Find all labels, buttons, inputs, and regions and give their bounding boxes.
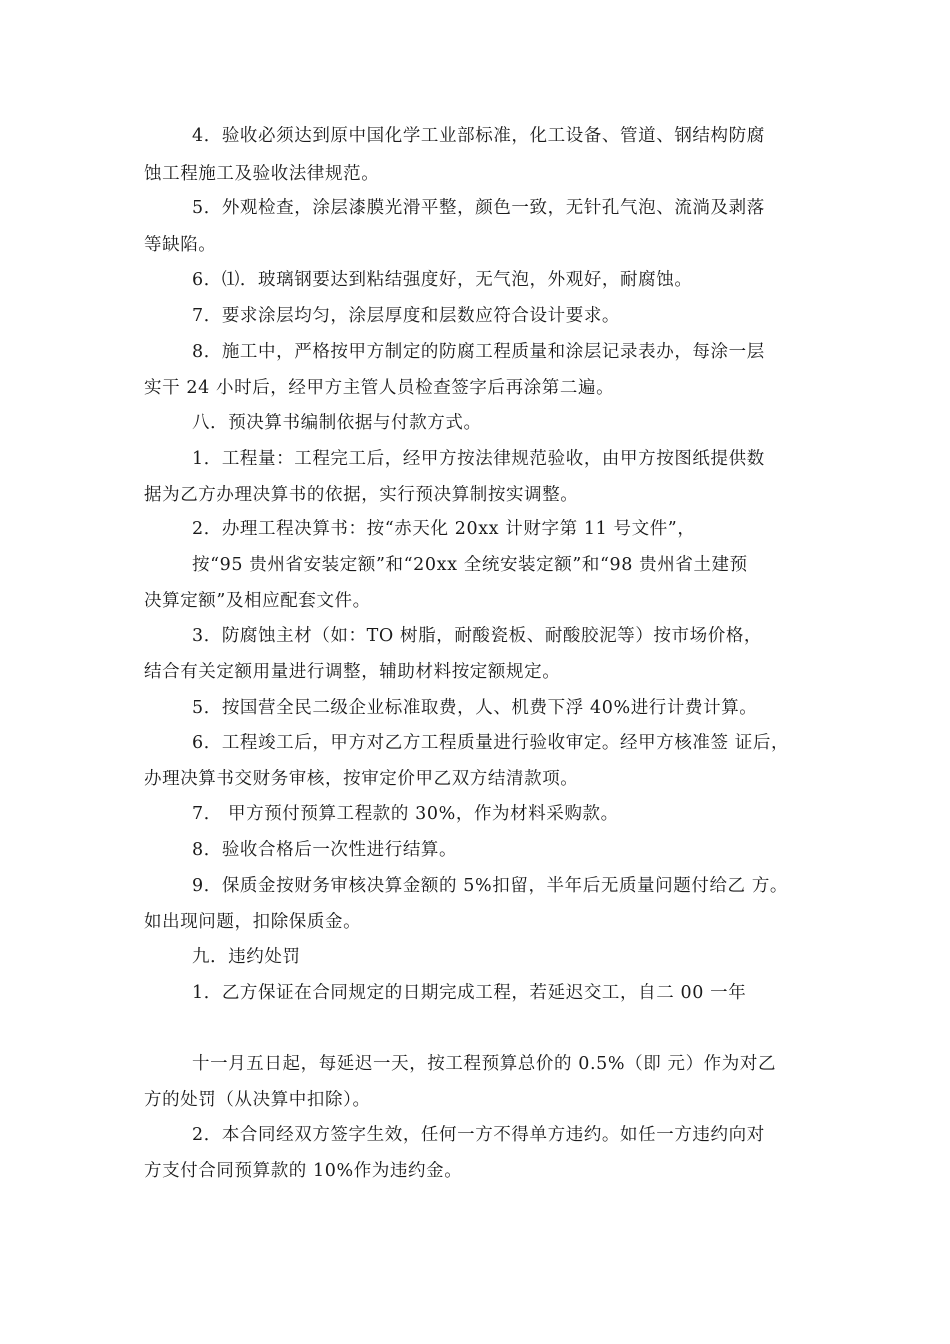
text-line: 2．本合同经双方签字生效，任何一方不得单方违约。如任一方违约向对 xyxy=(192,1125,765,1145)
section-heading: 八．预决算书编制依据与付款方式。 xyxy=(192,413,482,433)
text-line: 2．办理工程决算书：按“赤天化 20xx 计财字第 11 号文件”， xyxy=(192,519,696,539)
text-line: 方支付合同预算款的 10%作为违约金。 xyxy=(144,1161,463,1181)
text-line: 7． 甲方预付预算工程款的 30%，作为材料采购款。 xyxy=(192,804,619,824)
text-line: 5．外观检查，涂层漆膜光滑平整，颜色一致，无针孔气泡、流淌及剥落 xyxy=(192,198,765,218)
text-line: 6．⑴．玻璃钢要达到粘结强度好，无气泡，外观好，耐腐蚀。 xyxy=(192,270,693,290)
text-line: 等缺陷。 xyxy=(144,235,217,255)
section-heading: 九．违约处罚 xyxy=(192,947,301,967)
text-line: 结合有关定额用量进行调整，辅助材料按定额规定。 xyxy=(144,662,561,682)
text-line: 方的处罚（从决算中扣除）。 xyxy=(144,1090,371,1110)
text-line: 如出现问题，扣除保质金。 xyxy=(144,912,362,932)
text-line: 办理决算书交财务审核，按审定价甲乙双方结清款项。 xyxy=(144,769,579,789)
text-line: 8．验收合格后一次性进行结算。 xyxy=(192,840,458,860)
text-line: 实干 24 小时后，经甲方主管人员检查签字后再涂第二遍。 xyxy=(144,378,615,398)
text-line: 据为乙方办理决算书的依据，实行预决算制按实调整。 xyxy=(144,485,579,505)
text-line: 蚀工程施工及验收法律规范。 xyxy=(144,164,380,184)
text-line: 6．工程竣工后，甲方对乙方工程质量进行验收审定。经甲方核准签 证后， xyxy=(192,733,790,753)
text-line: 4．验收必须达到原中国化学工业部标准，化工设备、管道、钢结构防腐 xyxy=(192,126,765,146)
text-line: 1．工程量：工程完工后，经甲方按法律规范验收，由甲方按图纸提供数 xyxy=(192,449,765,469)
text-line: 十一月五日起，每延迟一天，按工程预算总价的 0.5%（即 元）作为对乙 xyxy=(192,1054,777,1074)
text-line: 决算定额”及相应配套文件。 xyxy=(144,591,371,611)
text-line: 按“95 贵州省安装定额”和“20xx 全统安装定额”和“98 贵州省土建预 xyxy=(192,555,748,575)
text-line: 8．施工中，严格按甲方制定的防腐工程质量和涂层记录表办，每涂一层 xyxy=(192,342,765,362)
text-line: 3．防腐蚀主材（如：TO 树脂，耐酸瓷板、耐酸胶泥等）按市场价格， xyxy=(192,626,763,646)
text-line: 5．按国营全民二级企业标准取费，人、机费下浮 40%进行计费计算。 xyxy=(192,698,758,718)
text-line: 7．要求涂层均匀，涂层厚度和层数应符合设计要求。 xyxy=(192,306,621,326)
text-line: 9．保质金按财务审核决算金额的 5%扣留，半年后无质量问题付给乙 方。 xyxy=(192,876,789,896)
text-line: 1．乙方保证在合同规定的日期完成工程，若延迟交工，自二 00 一年 xyxy=(192,983,747,1003)
